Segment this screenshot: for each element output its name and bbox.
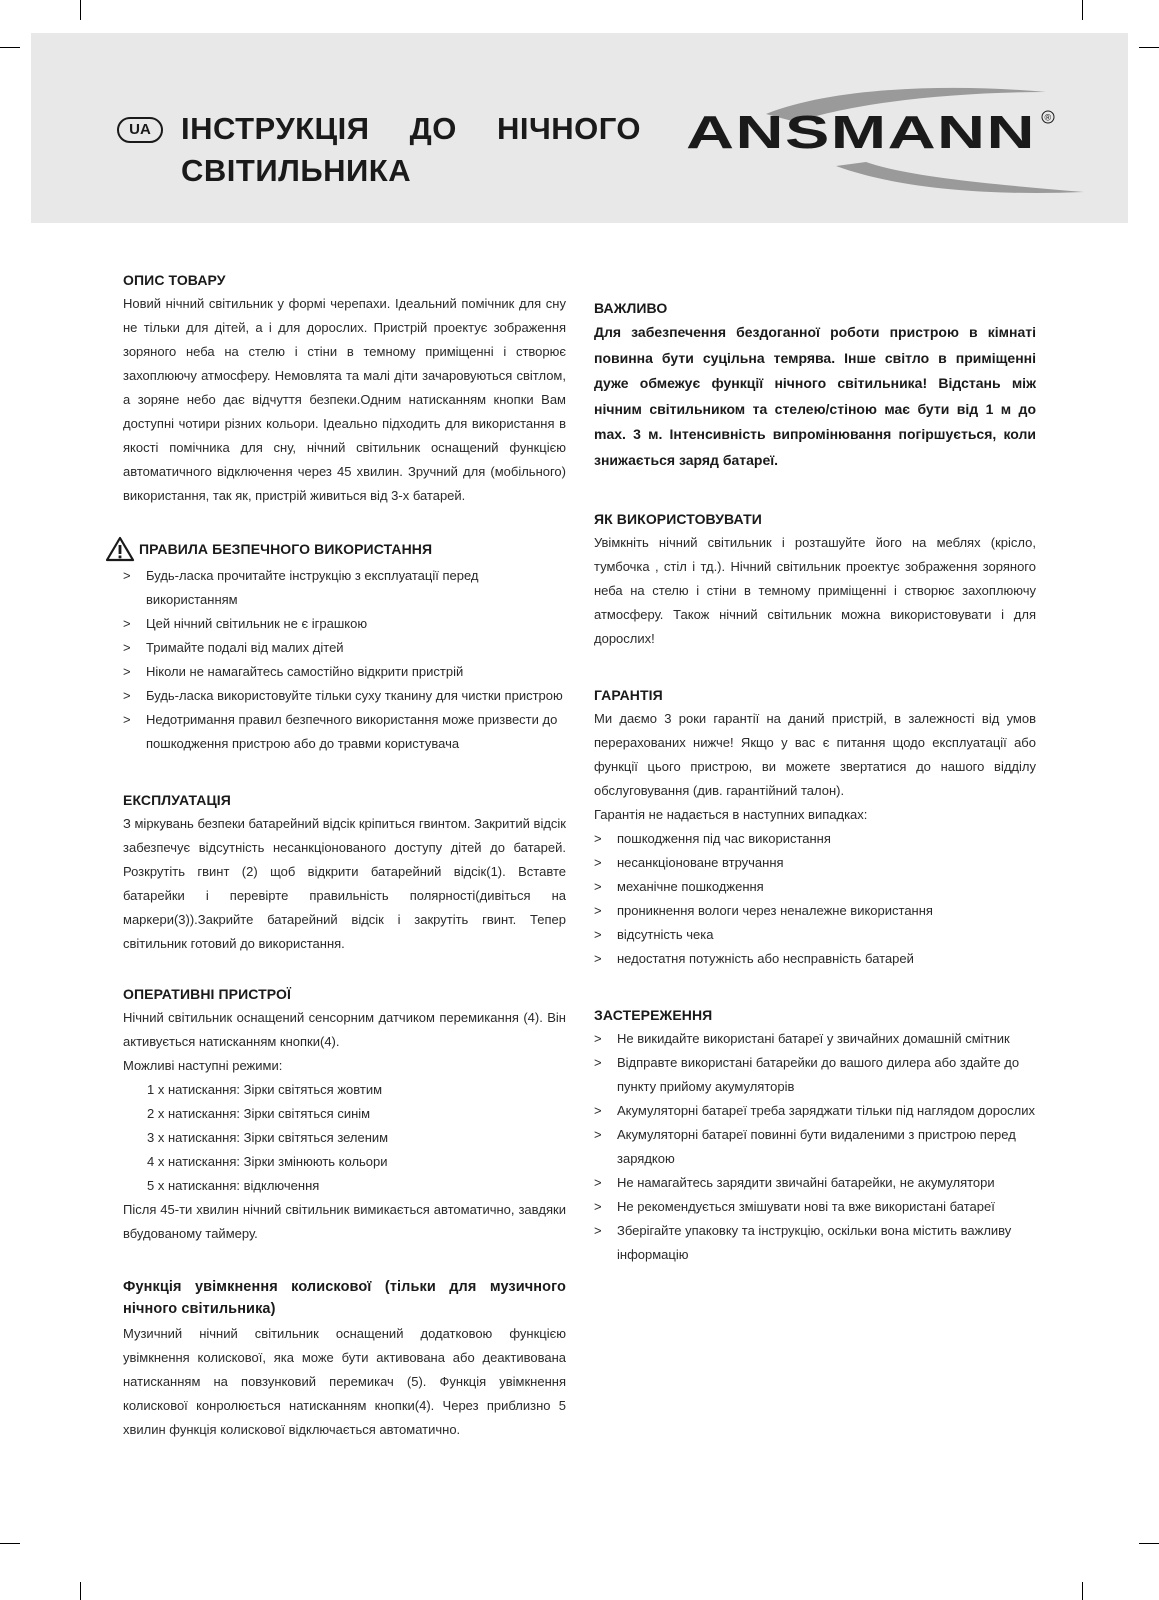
left-column	[123, 270, 566, 1442]
document-title: ІНСТРУКЦІЯ ДО НІЧНОГО СВІТИЛЬНИКА	[181, 111, 641, 188]
list-item: > Зберігайте упаковку та інструкцію, оскільки вона містить важливу інформацію	[594, 1223, 1012, 1262]
operation-text: З міркувань безпеки батарейний відсік кріпиться гвинтом. Закритий відсік забезпечує відсутність несанкціонованого доступу дітей до батарей. Розкрутіть гвинт (2) щоб відкрити батарейний відсік(1). Вставте батарейки і перевірте правильність полярності(дивіться на маркери(3)).Закрийте батарейний відсік і закрутіть гвинт. Тепер світильник готовий до використання.	[123, 816, 566, 951]
crop-mark	[80, 0, 81, 20]
warranty-text: Ми даємо 3 роки гарантії на даний пристрій, в залежності від умов перерахованих нижче! Якщо у вас є питання щодо експлуатації або функції цього пристрою, ви можете звертатися до нашого відділу обслуговування (див. гарантійний талон).	[594, 711, 1036, 798]
list-item: > несанкціоноване втручання	[594, 855, 784, 870]
section-description	[123, 270, 566, 508]
ansmann-logo	[686, 84, 1086, 200]
safety-list	[123, 564, 566, 756]
list-item: > Будь-ласка прочитайте інструкцію з експлуатації перед використанням	[123, 568, 479, 607]
section-controls	[123, 984, 566, 1246]
list-item: > Акумуляторні батареї повинні бути видаленими з пристрою перед зарядкою	[594, 1127, 1016, 1166]
controls-outro: Після 45-ти хвилин нічний світильник вимикається автоматично, завдяки вбудованому таймеру.	[123, 1202, 566, 1241]
mode-item: 2 x натискання: Зірки світяться синім	[147, 1106, 371, 1121]
section-important	[594, 298, 1036, 473]
list-item: > Акумуляторні батареї треба заряджати тільки під наглядом дорослих	[594, 1103, 1036, 1118]
section-warranty	[594, 685, 1036, 971]
list-item: > проникнення вологи через неналежне використання	[594, 903, 933, 918]
heading-lullaby: Функція увімкнення колискової (тільки для музичного нічного світильника)	[123, 1279, 566, 1317]
heading-operation: ЕКСПЛУАТАЦІЯ	[123, 792, 231, 808]
logo-brand-text: ANSMANN	[686, 106, 1036, 158]
list-item: > відсутність чека	[594, 927, 714, 942]
section-safety	[123, 536, 566, 756]
warranty-exclusions-label: Гарантія не надається в наступних випадках:	[594, 807, 868, 822]
heading-important: ВАЖЛИВО	[594, 300, 668, 316]
mode-item: 3 x натискання: Зірки світяться зеленим	[147, 1130, 389, 1145]
heading-controls: ОПЕРАТИВНІ ПРИСТРОЇ	[123, 986, 292, 1002]
section-cautions	[594, 1005, 1036, 1267]
important-text: Для забезпечення бездоганної роботи пристрою в кімнаті повинна бути суцільна темрява. Інше світло в приміщенні дуже обмежує функції нічного світильника! Відстань між нічним світильником та стелею/стіною має бути від 1 м до max. 3 м. Інтенсивність випромінювання погіршується, коли знижається заряд батареї.	[594, 324, 1036, 468]
list-item: > Відправте використані батарейки до вашого дилера або здайте до пункту прийому акумуляторів	[594, 1055, 1020, 1094]
list-item: > механічне пошкодження	[594, 879, 764, 894]
registered-mark: ®	[1044, 112, 1052, 123]
crop-mark	[0, 1543, 20, 1544]
crop-mark	[1082, 1582, 1083, 1600]
warning-triangle-icon	[105, 536, 135, 562]
section-operation	[123, 790, 566, 956]
crop-mark	[80, 1582, 81, 1600]
mode-item: 1 x натискання: Зірки світяться жовтим	[147, 1082, 383, 1097]
cautions-list	[594, 1027, 1036, 1267]
mode-item: 4 x натискання: Зірки змінюють кольори	[147, 1154, 388, 1169]
heading-warranty: ГАРАНТІЯ	[594, 687, 663, 703]
right-column	[594, 298, 1036, 1267]
list-item: > Будь-ласка використовуйте тільки суху тканину для чистки пристрою	[123, 688, 563, 703]
usage-text: Увімкніть нічний світильник і розташуйте його на меблях (крісло, тумбочка , стіл і тд.). Нічний світильник проектує зображення зоряного неба на стелю і стіни в темному приміщенні і створює захоплюючу атмосферу. Також нічний світильник можна використовувати і для дорослих!	[594, 535, 1036, 646]
list-item: > пошкодження під час використання	[594, 831, 831, 846]
mode-item: 5 x натискання: відключення	[147, 1178, 320, 1193]
warranty-exclusions-list	[594, 827, 1036, 971]
section-usage	[594, 509, 1036, 651]
description-text: Новий нічний світильник у формі черепахи. Ідеальний помічник для сну не тільки для дітей, а і для дорослих. Пристрій проектує зображення зоряного неба на стелю і стіни в темному приміщенні і створює захоплюючу атмосферу. Немовлята та малі діти зачаровуються світлом, а зоряне небо дає відчуття безпеки.Одним натисканням кнопки Вам доступні чотири різних кольори. Ідеально підходить для використання в якості помічника для сну, нічний світильник оснащений функцією автоматичного відключення через 45 хвилин. Зручний для (мобільного) використання, так як, пристрій живиться від 3-х батарей.	[123, 296, 566, 503]
crop-mark	[0, 47, 20, 48]
section-lullaby	[123, 1276, 566, 1442]
heading-description: ОПИС ТОВАРУ	[123, 272, 226, 288]
list-item: > Не рекомендується змішувати нові та вже використані батареї	[594, 1199, 995, 1214]
crop-mark	[1139, 47, 1159, 48]
list-item: > Тримайте подалі від малих дітей	[123, 640, 344, 655]
modes-list	[123, 1078, 566, 1198]
list-item: > Цей нічний світильник не є іграшкою	[123, 616, 368, 631]
list-item: > Не намагайтесь зарядити звичайні батарейки, не акумулятори	[594, 1175, 995, 1190]
safety-heading-row	[105, 536, 566, 562]
list-item: > Не викидайте використані батареї у звичайних домашній смітник	[594, 1031, 1010, 1046]
crop-mark	[1139, 1543, 1159, 1544]
language-badge: UA	[117, 117, 163, 143]
list-item: > Ніколи не намагайтесь самостійно відкрити пристрій	[123, 664, 464, 679]
list-item: > Недотримання правил безпечного використання може призвести до пошкодження пристрою або до травми користувача	[123, 712, 558, 751]
heading-cautions: ЗАСТЕРЕЖЕННЯ	[594, 1007, 713, 1023]
heading-usage: ЯК ВИКОРИСТОВУВАТИ	[594, 511, 762, 527]
list-item: > недостатня потужність або несправність батарей	[594, 951, 914, 966]
modes-label: Можливі наступні режими:	[123, 1058, 283, 1073]
heading-safety: ПРАВИЛА БЕЗПЕЧНОГО ВИКОРИСТАННЯ	[139, 541, 433, 557]
crop-mark	[1082, 0, 1083, 20]
lullaby-text: Музичний нічний світильник оснащений додатковою функцією увімкнення колискової, яка може бути активована або деактивована натисканням на повзунковий перемикач (5). Функція увімкнення колискової конролюється натисканням кнопки(4). Через приблизно 5 хвилин функція колискової відключається автоматично.	[123, 1326, 566, 1437]
controls-intro: Нічний світильник оснащений сенсорним датчиком перемикання (4). Він активується натисканням кнопки(4).	[123, 1010, 566, 1049]
